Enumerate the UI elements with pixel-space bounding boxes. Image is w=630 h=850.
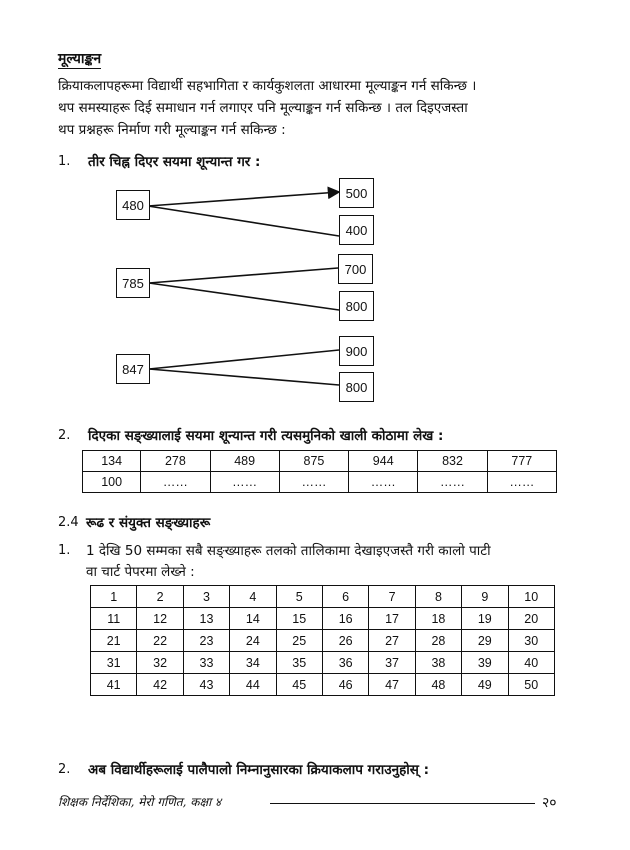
table-cell: 777 bbox=[487, 451, 556, 472]
table-cell: 27 bbox=[369, 630, 415, 652]
line-480-400 bbox=[148, 206, 339, 236]
question-1-text: तीर चिह्न दिएर सयमा शून्यान्त गर : bbox=[88, 154, 261, 170]
table-cell: 30 bbox=[508, 630, 554, 652]
page-number: २० bbox=[542, 795, 557, 811]
numbers-1-50-table bbox=[90, 585, 555, 696]
table-cell: 5 bbox=[276, 586, 322, 608]
evaluation-paragraph-line-2: थप समस्याहरू दिई समाधान गर्न लगाएर पनि मूल्याङ्कन गर्न सकिन्छ । तल दिइएजस्ता bbox=[58, 100, 468, 116]
table-cell: 12 bbox=[137, 608, 183, 630]
section-number: 2.4 bbox=[58, 515, 79, 530]
step-1-line-2: वा चार्ट पेपरमा लेख्ने : bbox=[86, 564, 195, 580]
table-cell: …… bbox=[349, 472, 418, 493]
right-box-700: 700 bbox=[338, 254, 373, 284]
table-cell: 16 bbox=[322, 608, 368, 630]
table-cell: 40 bbox=[508, 652, 554, 674]
table-row bbox=[91, 630, 555, 652]
table-cell: 37 bbox=[369, 652, 415, 674]
table-cell: 46 bbox=[322, 674, 368, 696]
table-cell: 3 bbox=[183, 586, 229, 608]
table-cell: 48 bbox=[415, 674, 461, 696]
rounding-table bbox=[82, 450, 557, 493]
table-cell: 45 bbox=[276, 674, 322, 696]
table-cell: 832 bbox=[418, 451, 487, 472]
table-cell: 4 bbox=[230, 586, 276, 608]
table-cell: 14 bbox=[230, 608, 276, 630]
table-cell: 47 bbox=[369, 674, 415, 696]
table-cell: 38 bbox=[415, 652, 461, 674]
table-cell: 9 bbox=[462, 586, 508, 608]
table-cell: 15 bbox=[276, 608, 322, 630]
table-cell: 41 bbox=[91, 674, 137, 696]
right-box-900: 900 bbox=[339, 336, 374, 366]
table-cell: 875 bbox=[279, 451, 348, 472]
step-1-number: 1. bbox=[58, 543, 71, 558]
table-cell: …… bbox=[210, 472, 279, 493]
question-2-text: दिएका सङ्ख्यालाई सयमा शून्यान्त गरी त्यसमुनिको खाली कोठामा लेख : bbox=[88, 428, 444, 444]
right-box-800-b: 800 bbox=[339, 372, 374, 402]
table-row bbox=[91, 608, 555, 630]
table-cell: 31 bbox=[91, 652, 137, 674]
table-cell: 11 bbox=[91, 608, 137, 630]
table-cell: 33 bbox=[183, 652, 229, 674]
table-cell: …… bbox=[141, 472, 210, 493]
table-cell: 13 bbox=[183, 608, 229, 630]
table-cell: 100 bbox=[83, 472, 141, 493]
table-cell: 25 bbox=[276, 630, 322, 652]
table-cell: 42 bbox=[137, 674, 183, 696]
table-cell: 34 bbox=[230, 652, 276, 674]
table-cell: 44 bbox=[230, 674, 276, 696]
step-2-number: 2. bbox=[58, 762, 71, 777]
table-cell: 2 bbox=[137, 586, 183, 608]
right-box-400: 400 bbox=[339, 215, 374, 245]
table-cell: 39 bbox=[462, 652, 508, 674]
table-row bbox=[83, 451, 557, 472]
table-cell: 6 bbox=[322, 586, 368, 608]
table-cell: 1 bbox=[91, 586, 137, 608]
table-cell: 944 bbox=[349, 451, 418, 472]
right-box-800-a: 800 bbox=[339, 291, 374, 321]
evaluation-heading: मूल्याङ्कन bbox=[58, 51, 102, 67]
table-cell: 278 bbox=[141, 451, 210, 472]
table-cell: 29 bbox=[462, 630, 508, 652]
table-row bbox=[91, 586, 555, 608]
table-cell: 26 bbox=[322, 630, 368, 652]
arrow-480-500 bbox=[148, 192, 339, 206]
table-cell: 19 bbox=[462, 608, 508, 630]
line-847-900 bbox=[149, 350, 339, 369]
table-cell: 8 bbox=[415, 586, 461, 608]
table-cell: 49 bbox=[462, 674, 508, 696]
table-cell: 7 bbox=[369, 586, 415, 608]
table-row bbox=[91, 652, 555, 674]
table-cell: 489 bbox=[210, 451, 279, 472]
table-cell: 35 bbox=[276, 652, 322, 674]
table-cell: 23 bbox=[183, 630, 229, 652]
table-cell: 36 bbox=[322, 652, 368, 674]
table-cell: 22 bbox=[137, 630, 183, 652]
footer-book-title: शिक्षक निर्देशिका, मेरो गणित, कक्षा ४ bbox=[58, 795, 222, 809]
question-1-number: 1. bbox=[58, 154, 71, 169]
left-box-847: 847 bbox=[116, 354, 150, 384]
table-cell: 28 bbox=[415, 630, 461, 652]
table-cell: …… bbox=[279, 472, 348, 493]
table-cell: 32 bbox=[137, 652, 183, 674]
step-2-text: अब विद्यार्थीहरूलाई पालैपालो निम्नानुसारका क्रियाकलाप गराउनुहोस् : bbox=[88, 762, 430, 778]
table-cell: 17 bbox=[369, 608, 415, 630]
line-847-800 bbox=[149, 369, 339, 385]
table-cell: 24 bbox=[230, 630, 276, 652]
line-785-700 bbox=[149, 268, 338, 283]
table-cell: 50 bbox=[508, 674, 554, 696]
section-title: रूढ र संयुक्त सङ्ख्याहरू bbox=[86, 515, 211, 531]
right-box-500: 500 bbox=[339, 178, 374, 208]
table-cell: 18 bbox=[415, 608, 461, 630]
evaluation-paragraph-line-3: थप प्रश्नहरू निर्माण गरी मूल्याङ्कन गर्न सकिन्छ : bbox=[58, 122, 286, 138]
table-cell: 21 bbox=[91, 630, 137, 652]
evaluation-paragraph-line-1: क्रियाकलापहरूमा विद्यार्थी सहभागिता र कार्यकुशलता आधारमा मूल्याङ्कन गर्न सकिन्छ । bbox=[58, 78, 477, 94]
table-row bbox=[83, 472, 557, 493]
table-row bbox=[91, 674, 555, 696]
table-cell: 10 bbox=[508, 586, 554, 608]
table-cell: 43 bbox=[183, 674, 229, 696]
table-cell: …… bbox=[487, 472, 556, 493]
question-2-number: 2. bbox=[58, 428, 71, 443]
line-785-800 bbox=[149, 283, 339, 310]
footer-rule bbox=[270, 803, 535, 804]
table-cell: …… bbox=[418, 472, 487, 493]
left-box-480: 480 bbox=[116, 190, 150, 220]
table-cell: 134 bbox=[83, 451, 141, 472]
left-box-785: 785 bbox=[116, 268, 150, 298]
step-1-line-1: 1 देखि 50 सम्मका सबै सङ्ख्याहरू तलको तालिकामा देखाइएजस्तै गरी कालो पाटी bbox=[86, 543, 491, 559]
table-cell: 20 bbox=[508, 608, 554, 630]
